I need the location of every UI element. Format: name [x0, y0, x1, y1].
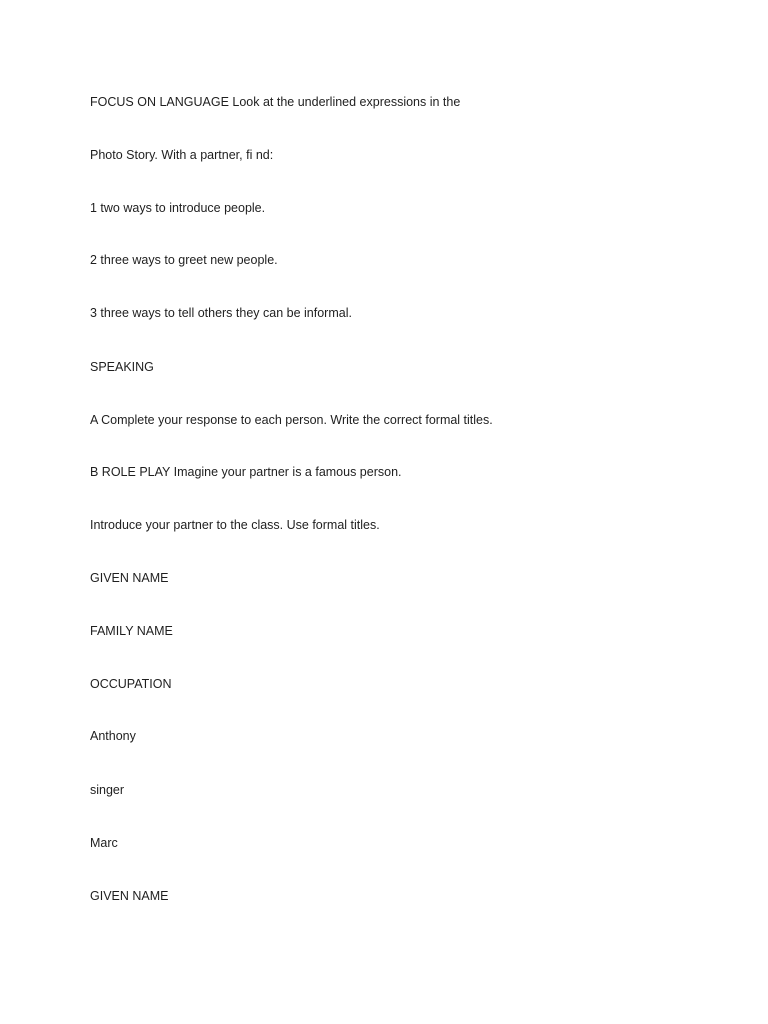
list-item-3: 3 three ways to tell others they can be informal. — [90, 306, 352, 320]
label-family-name: FAMILY NAME — [90, 624, 173, 638]
value-marc: Marc — [90, 836, 118, 850]
list-item-1: 1 two ways to introduce people. — [90, 201, 266, 215]
paragraph-exercise-b: B ROLE PLAY Imagine your partner is a famous person. — [90, 465, 402, 479]
label-given-name-2: GIVEN NAME — [90, 889, 169, 903]
paragraph-exercise-a: A Complete your response to each person. Write the correct formal titles. — [90, 413, 493, 427]
heading-speaking: SPEAKING — [90, 360, 154, 374]
value-anthony: Anthony — [90, 729, 136, 743]
value-singer: singer — [90, 783, 125, 797]
label-given-name: GIVEN NAME — [90, 571, 169, 585]
paragraph-focus-on-language: FOCUS ON LANGUAGE Look at the underlined expressions in the — [90, 95, 461, 109]
paragraph-introduce-partner: Introduce your partner to the class. Use formal titles. — [90, 518, 380, 532]
label-occupation: OCCUPATION — [90, 677, 172, 691]
paragraph-photo-story: Photo Story. With a partner, fi nd: — [90, 148, 274, 162]
list-item-2: 2 three ways to greet new people. — [90, 253, 278, 267]
